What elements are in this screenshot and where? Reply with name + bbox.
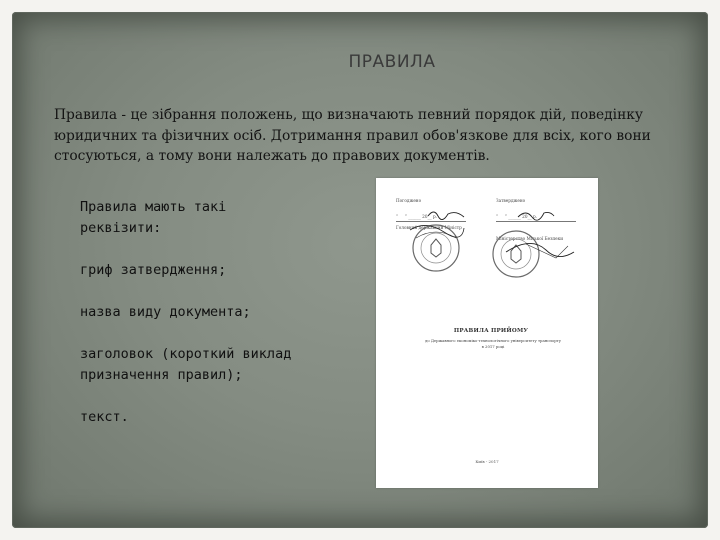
doc-right-caption: Міністерство Міської Безпеки xyxy=(496,236,564,241)
left-seal-icon xyxy=(406,218,466,274)
requisite-item: назва виду документа; xyxy=(80,304,251,320)
doc-left-date: “ ” ______ 20__ р. xyxy=(396,214,438,219)
left-signature-icon xyxy=(426,208,466,222)
doc-left-caption: Головний державний Міністр xyxy=(396,225,462,230)
doc-right-date: “ ” ______ 20__ р. xyxy=(496,214,538,219)
requisites-intro: Правила мають такі реквізити: xyxy=(80,199,227,236)
doc-right-label: Затверджено xyxy=(496,198,526,203)
requisite-item: заголовок (короткий виклад призначення правил); xyxy=(80,346,292,383)
right-signature-icon xyxy=(516,208,556,222)
document-image xyxy=(376,178,598,488)
doc-footer: Київ - 2017 xyxy=(475,459,499,464)
doc-left-label: Погоджено xyxy=(396,198,422,203)
requisite-item: гриф затвердження; xyxy=(80,262,227,278)
requisites-list xyxy=(80,197,310,449)
content-panel xyxy=(12,12,708,528)
page-title: ПРАВИЛА xyxy=(348,52,436,72)
doc-heading: ПРАВИЛА ПРИЙОМУ xyxy=(453,328,529,334)
intro-paragraph: Правила - це зібрання положень, що визначають певний порядок дій, поведінку юридичних та фізичних осіб. Дотримання правил обов'язкове для всіх, кого вони стосуються, а тому вони належать до правових документів. xyxy=(54,107,651,164)
doc-subtitle: до Державного економіко-технологічного університету транспорту xyxy=(424,338,561,343)
requisite-item: текст. xyxy=(80,409,129,425)
doc-subtitle-year: в 2017 році xyxy=(481,344,505,349)
right-seal-icon xyxy=(486,222,576,282)
